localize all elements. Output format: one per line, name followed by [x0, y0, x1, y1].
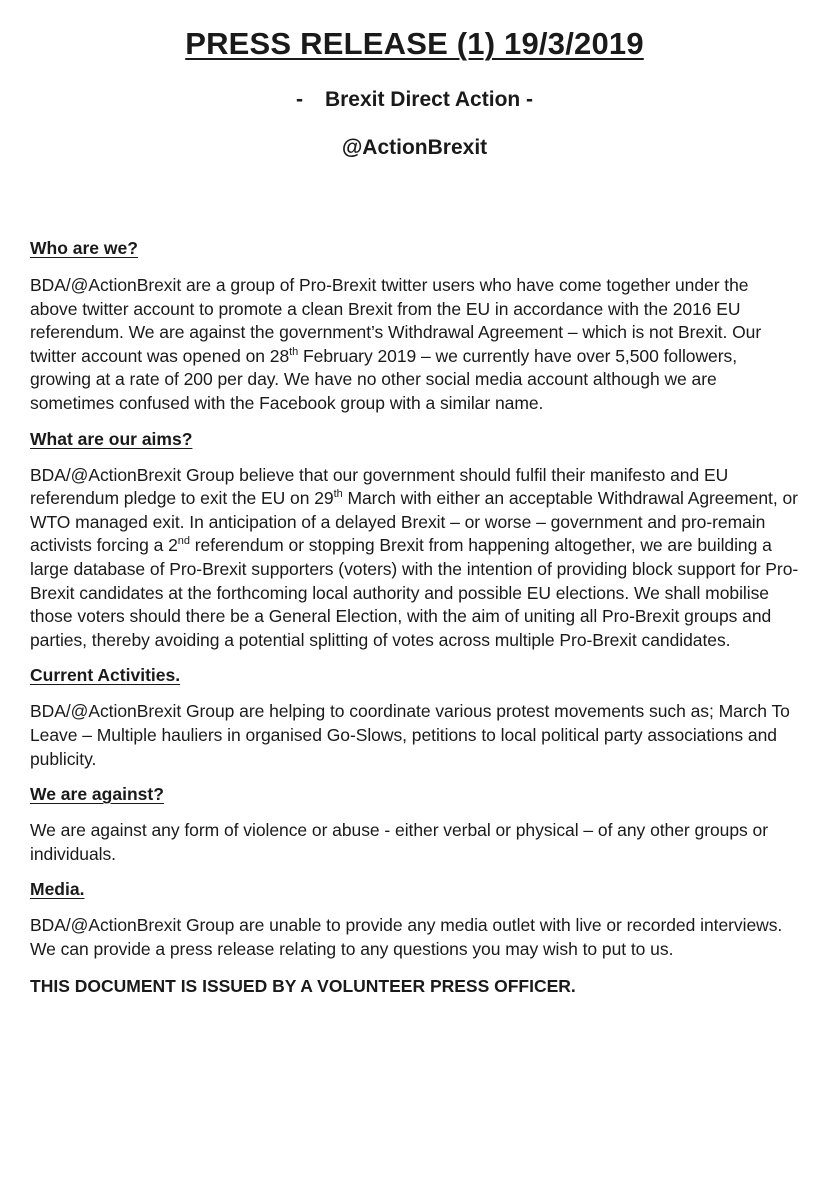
- closing-statement: THIS DOCUMENT IS ISSUED BY A VOLUNTEER PRESS OFFICER.: [30, 976, 576, 997]
- aims-text-b: March with either an acceptable Withdrawal Agreement, or WTO managed exit. In anticipation of a delayed Brexit – or worse – government and pro-remain activists forcing a 2: [30, 488, 798, 556]
- twitter-handle: @ActionBrexit: [341, 136, 488, 159]
- heading-we-are-against: We are against?: [30, 784, 164, 805]
- paragraph-who-are-we: [30, 274, 799, 416]
- who-text-b: February 2019 – we currently have over 5,500 followers, growing at a rate of 200 per day. We have no other social media account although we are sometimes confused with the Facebook group with a similar name.: [30, 345, 738, 413]
- subtitle: [30, 85, 799, 115]
- heading-current-activities: Current Activities.: [30, 665, 181, 686]
- who-text-a-sup: th: [289, 345, 299, 358]
- heading-who-are-we: Who are we?: [30, 238, 138, 258]
- aims-text-a-sup: th: [333, 488, 343, 501]
- paragraph-we-are-against: We are against any form of violence or abuse - either verbal or physical – of any other groups or individuals.: [30, 820, 768, 864]
- aims-text-a: BDA/@ActionBrexit Group believe that our government should fulfil their manifesto and EU referendum pledge to exit the EU on 29: [30, 464, 729, 509]
- page-title: PRESS RELEASE (1) 19/3/2019: [185, 26, 644, 61]
- subtitle-text: Brexit Direct Action -: [324, 88, 534, 111]
- heading-media: Media.: [30, 879, 85, 900]
- aims-text-c: referendum or stopping Brexit from happening altogether, we are building a large database of Pro-Brexit supporters (voters) with the intention of providing block support for Pro-Brexit candidates at the forthcoming local authority and possible EU elections. We shall mobilise those voters should there be a General Election, with the aim of uniting all Pro-Brexit groups and parties, thereby avoiding a potential splitting of votes across multiple Pro-Brexit candidates.: [30, 535, 799, 650]
- aims-text-b-sup: nd: [177, 535, 190, 548]
- paragraph-media: BDA/@ActionBrexit Group are unable to provide any media outlet with live or recorded interviews. We can provide a press release relating to any questions you may wish to put to us.: [30, 915, 783, 959]
- paragraph-aims: [30, 464, 799, 653]
- subtitle-dash: -: [295, 88, 303, 111]
- who-text-a: BDA/@ActionBrexit are a group of Pro-Brexit twitter users who have come together under the above twitter account to promote a clean Brexit from the EU in accordance with the 2016 EU referendum. We are against the government’s Withdrawal Agreement – which is not Brexit. Our twitter account was opened on 28: [30, 275, 762, 366]
- heading-aims: What are our aims?: [30, 428, 193, 449]
- paragraph-current-activities: BDA/@ActionBrexit Group are helping to coordinate various protest movements such as; March To Leave – Multiple hauliers in organised Go-Slows, petitions to local political party associations and publicity.: [30, 701, 790, 769]
